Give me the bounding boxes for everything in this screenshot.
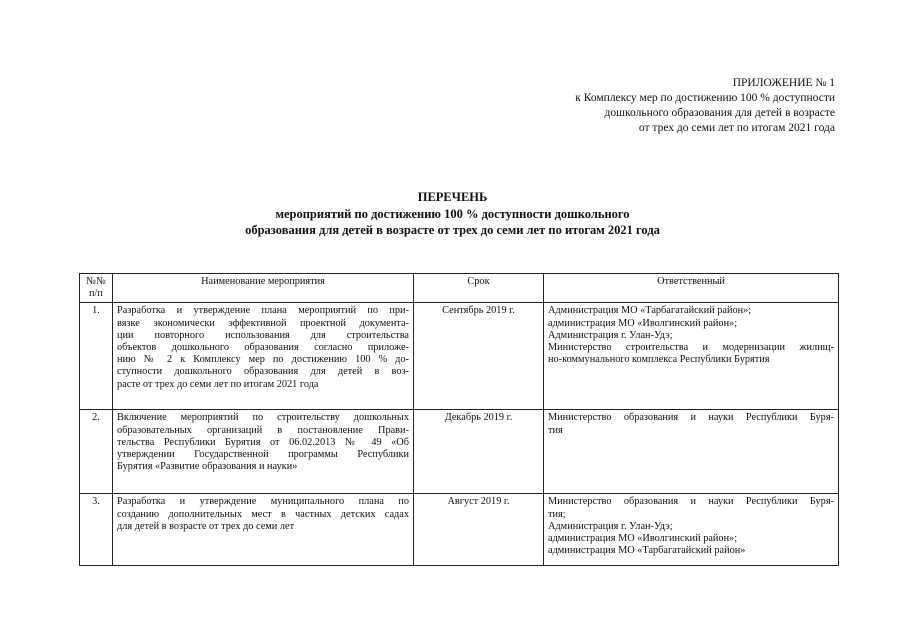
responsible-line: администрация МО «Иволгинский район»; [548, 533, 738, 545]
responsible-line: тия [548, 424, 563, 436]
responsible-line: Министерство образования и науки Республики Буря- [548, 412, 834, 424]
measure-line: тельства Республики Бурятия от 06.02.2013 № 49 «Об [117, 436, 409, 448]
measure-line: нию № 2 к Комплексу мер по достижению 100 % до- [117, 354, 409, 366]
row-responsible [544, 494, 839, 566]
responsible-line: администрация МО «Тарбагатайский район» [548, 545, 746, 557]
appendix-note [575, 76, 835, 136]
responsible-line: Администрация МО «Тарбагатайский район»; [548, 305, 752, 317]
measure-line: Разработка и утверждение муниципального плана по [117, 496, 409, 508]
row-number: 3. [80, 494, 113, 566]
row-term: Декабрь 2019 г. [414, 410, 544, 494]
responsible-line: но-коммунального комплекса Республики Бурятия [548, 354, 770, 366]
table-row [80, 303, 839, 410]
measure-line: Бурятия «Развитие образования и науки» [117, 461, 298, 473]
measure-line: утверждении Государственной программы Республики [117, 449, 409, 461]
responsible-line: Администрация г. Улан-Удэ; [548, 329, 673, 341]
row-measure [113, 494, 414, 566]
header-num-line: п/п [89, 288, 103, 300]
table-row [80, 494, 839, 566]
measure-line: ступности дошкольного образования для детей в воз- [117, 366, 409, 378]
appendix-line: к Комплексу мер по достижению 100 % доступности [575, 92, 835, 104]
measure-line: расте от трех до семи лет по итогам 2021 года [117, 378, 319, 390]
measure-line: вязке экономически эффективной проектной документа- [117, 317, 409, 329]
row-term: Сентябрь 2019 г. [414, 303, 544, 410]
row-responsible [544, 303, 839, 410]
row-number: 1. [80, 303, 113, 410]
responsible-line: администрация МО «Иволгинский район»; [548, 317, 738, 329]
measure-line: для детей в возрасте от трех до семи лет [117, 520, 295, 532]
header-name: Наименование мероприятия [113, 274, 414, 303]
measures-table [79, 273, 839, 566]
table-header-row [80, 274, 839, 303]
row-number: 2. [80, 410, 113, 494]
measure-line: ции повторного использования для строительства [117, 329, 409, 341]
responsible-line: Министерство образования и науки Республики Буря- [548, 496, 834, 508]
responsible-line: Министерство строительства и модернизации жилищ- [548, 342, 834, 354]
measure-line: созданию дополнительных мест в частных детских садах [117, 508, 409, 520]
appendix-line: от трех до семи лет по итогам 2021 года [638, 122, 835, 134]
header-responsible: Ответственный [544, 274, 839, 303]
appendix-title: ПРИЛОЖЕНИЕ № 1 [732, 77, 835, 89]
header-num-line: №№ [86, 276, 106, 287]
title-subline: мероприятий по достижению 100 % доступности дошкольного [275, 206, 630, 221]
header-num [80, 274, 113, 303]
document-title [0, 189, 905, 239]
appendix-line: дошкольного образования для детей в возрасте [604, 107, 835, 119]
measure-line: объектов дошкольного образования согласно приложе- [117, 342, 409, 354]
measure-line: Разработка и утверждение плана мероприятий по при- [117, 305, 409, 317]
measure-line: Включение мероприятий по строительству дошкольных [117, 412, 409, 424]
row-term: Август 2019 г. [414, 494, 544, 566]
header-term: Срок [414, 274, 544, 303]
row-measure [113, 410, 414, 494]
title-subline: образования для детей в возрасте от трех до семи лет по итогам 2021 года [245, 223, 660, 237]
title-heading: ПЕРЕЧЕНЬ [417, 190, 488, 204]
responsible-line: тия; [548, 508, 566, 520]
responsible-line: Администрация г. Улан-Удэ; [548, 520, 673, 532]
row-responsible [544, 410, 839, 494]
measure-line: образовательных организаций в постановление Прави- [117, 424, 409, 436]
row-measure [113, 303, 414, 410]
table-row [80, 410, 839, 494]
